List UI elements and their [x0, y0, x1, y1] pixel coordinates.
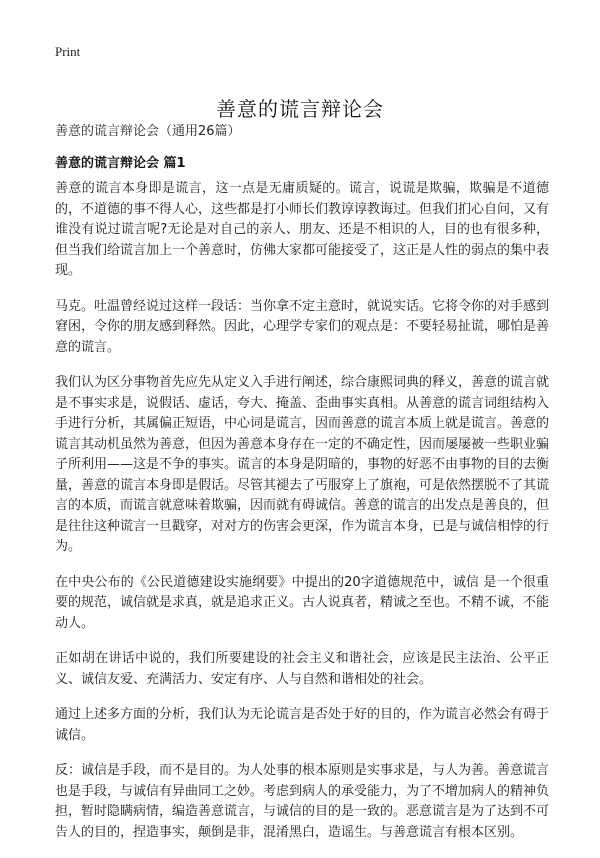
print-label: Print — [55, 44, 81, 59]
paragraph-2: 马克。吐温曾经说过这样一段话：当你拿不定主意时，就说实话。它将令你的对手感到窘困，令你的朋友感到释然。因此，心理学专家们的观点是：不要轻易扯谎，哪怕是善意的谎言。 — [55, 298, 550, 355]
section-heading: 善意的谎言辩论会 篇1 — [55, 156, 186, 171]
paragraph-5: 正如胡在讲话中说的，我们所要建设的社会主义和谐社会，应该是民主法治、公平正义、诚信友爱、充满活力、安定有序、人与自然和谐相处的社会。 — [55, 651, 549, 687]
paragraph-4: 在中央公布的《公民道德建设实施纲要》中提出的20字道德规范中，诚信 是一个很重要的规范，诚信就是求真，就是追求正义。古人说真者，精诚之至也。不精不诚，不能动人。 — [55, 574, 550, 631]
paragraph-3: 我们认为区分事物首先应先从定义入手进行阐述，综合康熙词典的释义，善意的谎言就是不事实求是，说假话、虚话，夸大、掩盖、歪曲事实真相。从善意的谎言词组结构入手进行分析，其属偏正短语，中心词是谎言，因而善意的谎言本质上就是谎言。善意的谎言其动机虽然为善意，但因为善意本身存在一定的不确定性，因而屡屡被一些职业骗子所利用——这是不争的事实。谎言的本身是阴暗的，事物的好恶不由事物的目的去衡量，善意的谎言本身即是假话。尽管其褪去了丐服穿上了旗袍，可是依然摆脱不了其谎言的本质，而谎言就意味着欺骗，因而就有碍诚信。善意的谎言的出发点是善良的，但是往往这种谎言一旦戳穿，对对方的伤害会更深，作为谎言本身，已是与诚信相悖的行为。 — [55, 375, 550, 554]
paragraph-7: 反：诚信是手段，而不是目的。为人处事的根本原则是实事求是，与人为善。善意谎言也是手段，与诚信有异曲同工之妙。考虑到病人的承受能力，为了不增加病人的精神负担，暂时隐瞒病情，编造善意谎言，与诚信的目的是一致的。恶意谎言是为了达到不可告人的目的，捏造事实，颠倒是非，混淆黑白，造谣生。与善意谎言有根本区别。 — [55, 763, 550, 840]
paragraph-6: 通过上述多方面的分析，我们认为无论谎言是否处于好的目的，作为谎言必然会有碍于诚信。 — [55, 707, 550, 743]
page-title: 善意的谎言辩论会 — [216, 97, 384, 122]
document-subtitle: 善意的谎言辩论会（通用26篇） — [55, 124, 241, 139]
document-body — [55, 179, 549, 858]
paragraph-1: 善意的谎言本身即是谎言，这一点是无庸质疑的。谎言，说谎是欺骗，欺骗是不道德的，不道德的事不得人心，这些都是打小师长们教谆谆教诲过。但我们扪心自问，又有谁没有说过谎言呢?无论是对自己的亲人、朋友、还是不相识的人，目的也有很多种，但当我们给谎言加上一个善意时，仿佛大家都可能接受了，这正是人性的弱点的集中表现。 — [55, 181, 550, 278]
